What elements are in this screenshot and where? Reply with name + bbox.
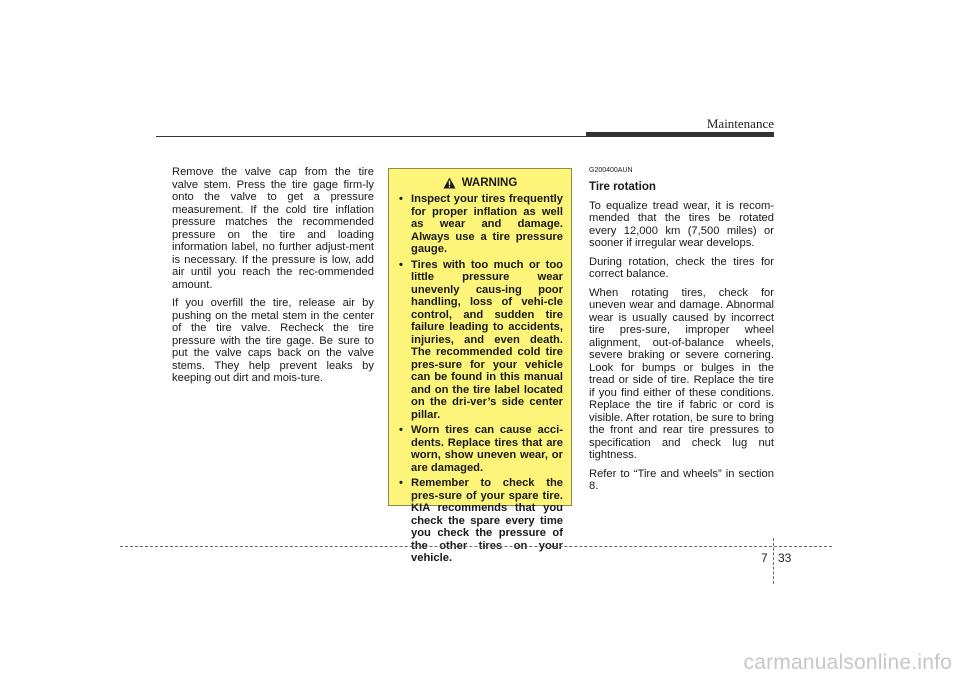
right-paragraph-1: To equalize tread wear, it is recom-mended that the tires be rotated every 12,000 km (7,500 miles) or sooner if irregular wear develops. [589, 199, 774, 249]
header-rule [156, 136, 586, 137]
right-paragraph-3: When rotating tires, check for uneven wear and damage. Abnormal wear is usually caused by incorrect tire pres-sure, improper wheel alignment, out-of-balance wheels, severe braking or severe cornering. Look for bumps or bulges in the tread or side of tire. Replace the tire if you find either of these conditions. Replace the tire if fabric or cord is visible. After rotation, be sure to bring the front and rear tire pressures to specification and check lug nut tightness. [589, 286, 774, 461]
warning-title: WARNING [461, 177, 518, 189]
left-paragraph-2: If you overfill the tire, release air by pushing on the metal stem in the center of the tire valve. Recheck the tire pressure with the tire gage. Be sure to put the valve caps back on the valve stems. They help prevent leaks by keeping out dirt and mois-ture. [172, 297, 374, 384]
right-paragraph-4: Refer to “Tire and wheels” in section 8. [589, 467, 774, 492]
section-code: G200400AUN [589, 167, 633, 174]
left-column [172, 166, 374, 391]
footer-divider [773, 538, 774, 584]
warning-box [388, 168, 572, 564]
warning-list [397, 193, 563, 565]
page-number: 33 [778, 551, 792, 565]
header-rule-accent [586, 132, 774, 137]
watermark: carmanualsonline.info [743, 651, 952, 674]
warning-item: • Tires with too much or too little pressure wear unevenly caus-ing poor handling, loss of vehi-cle control, and sudden tire failure leading to accidents, injuries, and even death. The recommended cold tire pres-sure for your vehicle can be found in this manual and on the tire label located on the dri-ver’s side center pillar. [397, 259, 563, 422]
section-title: Maintenance [706, 116, 774, 131]
warning-item: • Inspect your tires frequently for proper inflation as well as wear and damage. Always use a tire pressure gauge. [397, 193, 563, 256]
warning-item: • Worn tires can cause acci-dents. Replace tires that are worn, show uneven wear, or are damaged. [397, 424, 563, 474]
footer-rule [120, 546, 832, 547]
right-column [589, 166, 774, 499]
right-paragraph-2: During rotation, check the tires for correct balance. [589, 255, 774, 280]
warning-triangle-icon [443, 177, 456, 189]
chapter-number: 7 [761, 551, 768, 565]
warning-item: • Remember to check the pres-sure of your spare tire. KIA recommends that you check the spare every time you check the pressure of the other tires on your vehicle. [397, 477, 563, 565]
left-paragraph-1: Remove the valve cap from the tire valve stem. Press the tire gage firm-ly onto the valve to get a pressure measurement. If the cold tire inflation pressure matches the recommended pressure on the tire and loading information label, no further adjust-ment is necessary. If the pressure is low, add air until you reach the rec-ommended amount. [172, 166, 374, 291]
subsection-heading: Tire rotation [589, 181, 656, 193]
warning-header [397, 177, 563, 189]
